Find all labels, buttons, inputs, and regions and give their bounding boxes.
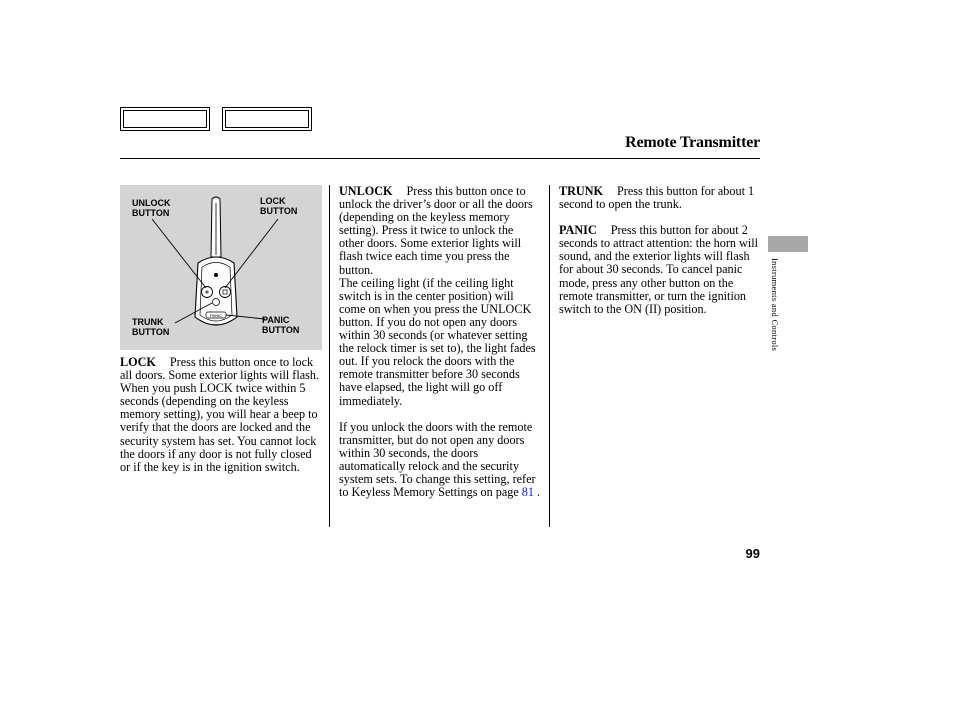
column-divider-2 — [549, 185, 550, 527]
panic-term: PANIC — [559, 223, 597, 238]
column-unlock — [339, 185, 541, 499]
lock-description: Press this button once to lock all doors. Some exterior lights will flash. When you push LOCK twice within 5 seconds (depending on the keyless memory setting), you will hear a beep to verify that the doors are locked and the security system has set. You cannot lock the doors if any door is not fully closed or if the key is in the ignition switch. — [120, 355, 320, 474]
section-tab[interactable] — [768, 236, 808, 252]
fob-lock-button — [220, 287, 231, 298]
trunk-term: TRUNK — [559, 184, 604, 198]
page-81-link[interactable]: 81 — [521, 485, 534, 500]
panic-button-label: PANIC BUTTON — [262, 315, 300, 335]
column-trunk-panic — [559, 185, 761, 316]
lock-button-label: LOCK BUTTON — [260, 196, 298, 216]
trunk-button-label: TRUNK BUTTON — [132, 317, 170, 337]
fob-trunk-button — [213, 299, 220, 306]
page-title: Remote Transmitter — [625, 134, 760, 151]
panic-description: Press this button for about 2 seconds to attract attention: the horn will sound, and the exterior lights will flash for about 30 seconds. To cancel panic mode, press any other button on the remote transmitter, or turn the ignition switch to the ON (II) position. — [559, 223, 759, 316]
fob-panic-text: PANIC — [210, 313, 222, 318]
key-fob-drawing — [120, 185, 322, 350]
ceiling-light-paragraph: The ceiling light (if the ceiling light switch is in the center position) will come on when you press the UNLOCK button. If you do not open any doors within 30 seconds (or whatever setting the relock timer is set to), the light fades out. If you relock the doors with the remote transmitter before 30 seconds have elapsed, the light will go off immediately. — [339, 275, 536, 408]
section-label: Instruments and Controls — [770, 258, 780, 352]
unlock-term: UNLOCK — [339, 184, 393, 198]
lock-term: LOCK — [120, 355, 156, 369]
relock-paragraph-end: . — [533, 485, 541, 500]
column-lock — [120, 356, 320, 474]
nav-button-previous[interactable] — [120, 107, 210, 131]
header-rule — [120, 158, 760, 159]
unlock-description: Press this button once to unlock the driver’s door or all the doors (depending on the keyless memory setting). Press it twice to unlock the other doors. Some exterior lights will flash twice each time you press the button. — [339, 184, 533, 277]
unlock-button-label: UNLOCK BUTTON — [132, 198, 171, 218]
column-divider-1 — [329, 185, 330, 527]
remote-transmitter-figure — [120, 185, 322, 350]
nav-button-next[interactable] — [222, 107, 312, 131]
relock-paragraph: If you unlock the doors with the remote transmitter, but do not open any doors within 30 seconds, the doors automatically relock and the security system sets. To change this setting, refer to Keyless Memory Settings on page — [339, 419, 536, 500]
page-number: 99 — [745, 546, 760, 561]
trunk-description: Press this button for about 1 second to open the trunk. — [559, 184, 755, 212]
